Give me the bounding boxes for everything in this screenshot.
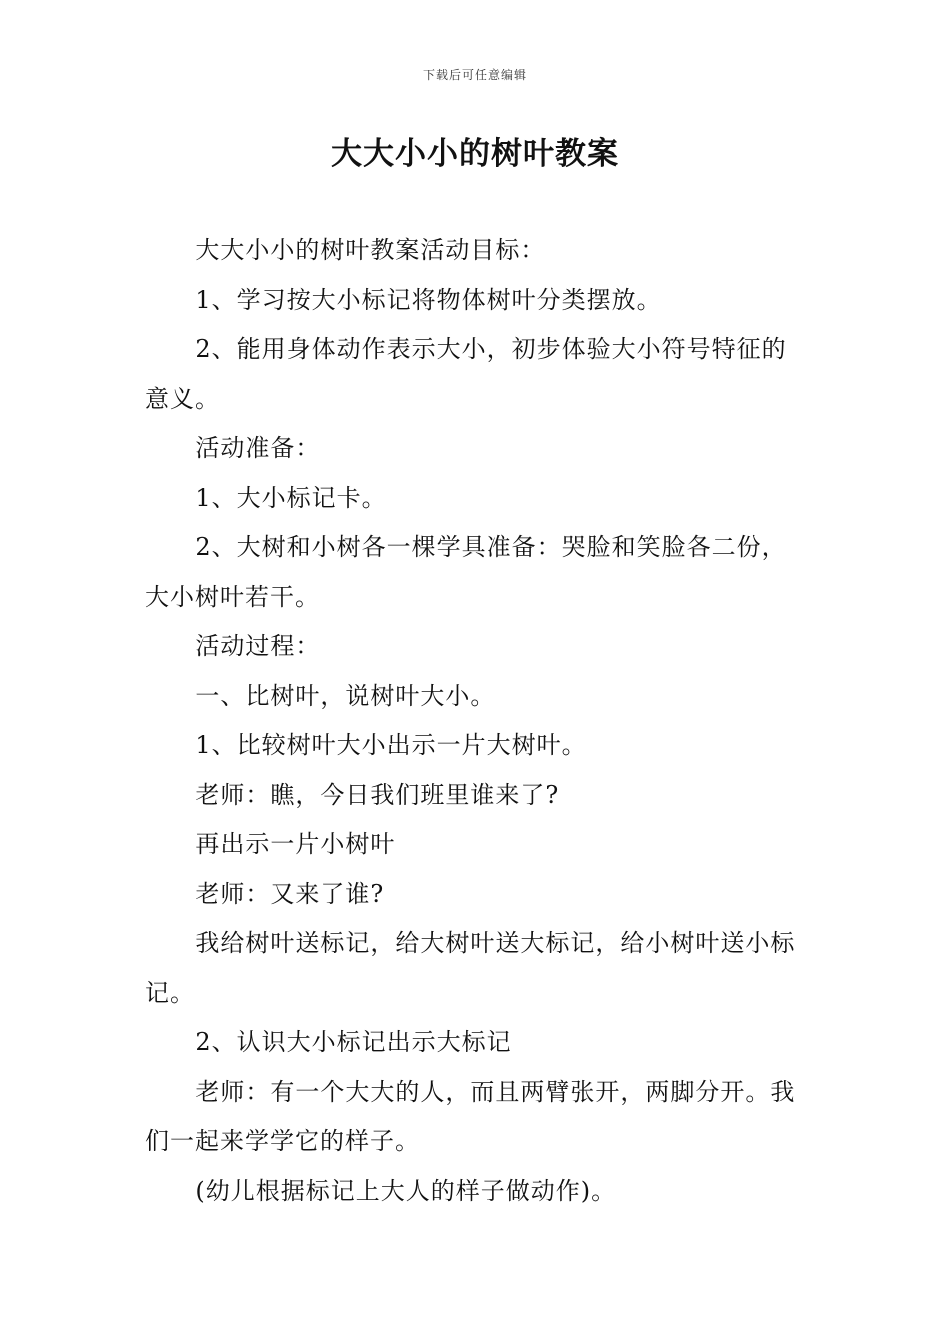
document-title: 大大小小的树叶教案 (331, 136, 619, 172)
paragraph: 2、能用身体动作表示大小，初步体验大小符号特征的意义。 (145, 335, 787, 413)
paragraph: 再出示一片小树叶 (195, 830, 396, 858)
paragraph: 老师：瞧，今日我们班里谁来了? (195, 780, 560, 809)
paragraph: 活动过程： (195, 632, 321, 660)
paragraph: (幼儿根据标记上大人的样子做动作)。 (195, 1176, 617, 1205)
paragraph: 一、比树叶，说树叶大小。 (195, 681, 496, 710)
paragraph: 老师：又来了谁? (195, 879, 385, 908)
paragraph: 我给树叶送标记，给大树叶送大标记，给小树叶送小标记。 (145, 929, 796, 1007)
header-note: 下载后可任意编辑 (422, 68, 527, 82)
paragraph: 大大小小的树叶教案活动目标： (195, 236, 546, 264)
paragraph: 1、学习按大小标记将物体树叶分类摆放。 (195, 285, 662, 314)
paragraph: 2、大树和小树各一棵学具准备：哭脸和笑脸各二份，大小树叶若干。 (145, 533, 787, 611)
paragraph: 2、认识大小标记出示大标记 (195, 1028, 512, 1056)
document-body (145, 226, 810, 1216)
paragraph: 老师：有一个大大的人，而且两臂张开，两脚分开。我们一起来学学它的样子。 (145, 1077, 796, 1155)
paragraph: 活动准备： (195, 434, 321, 462)
paragraph: 1、比较树叶大小出示一片大树叶。 (195, 731, 587, 759)
paragraph: 1、大小标记卡。 (195, 483, 387, 512)
